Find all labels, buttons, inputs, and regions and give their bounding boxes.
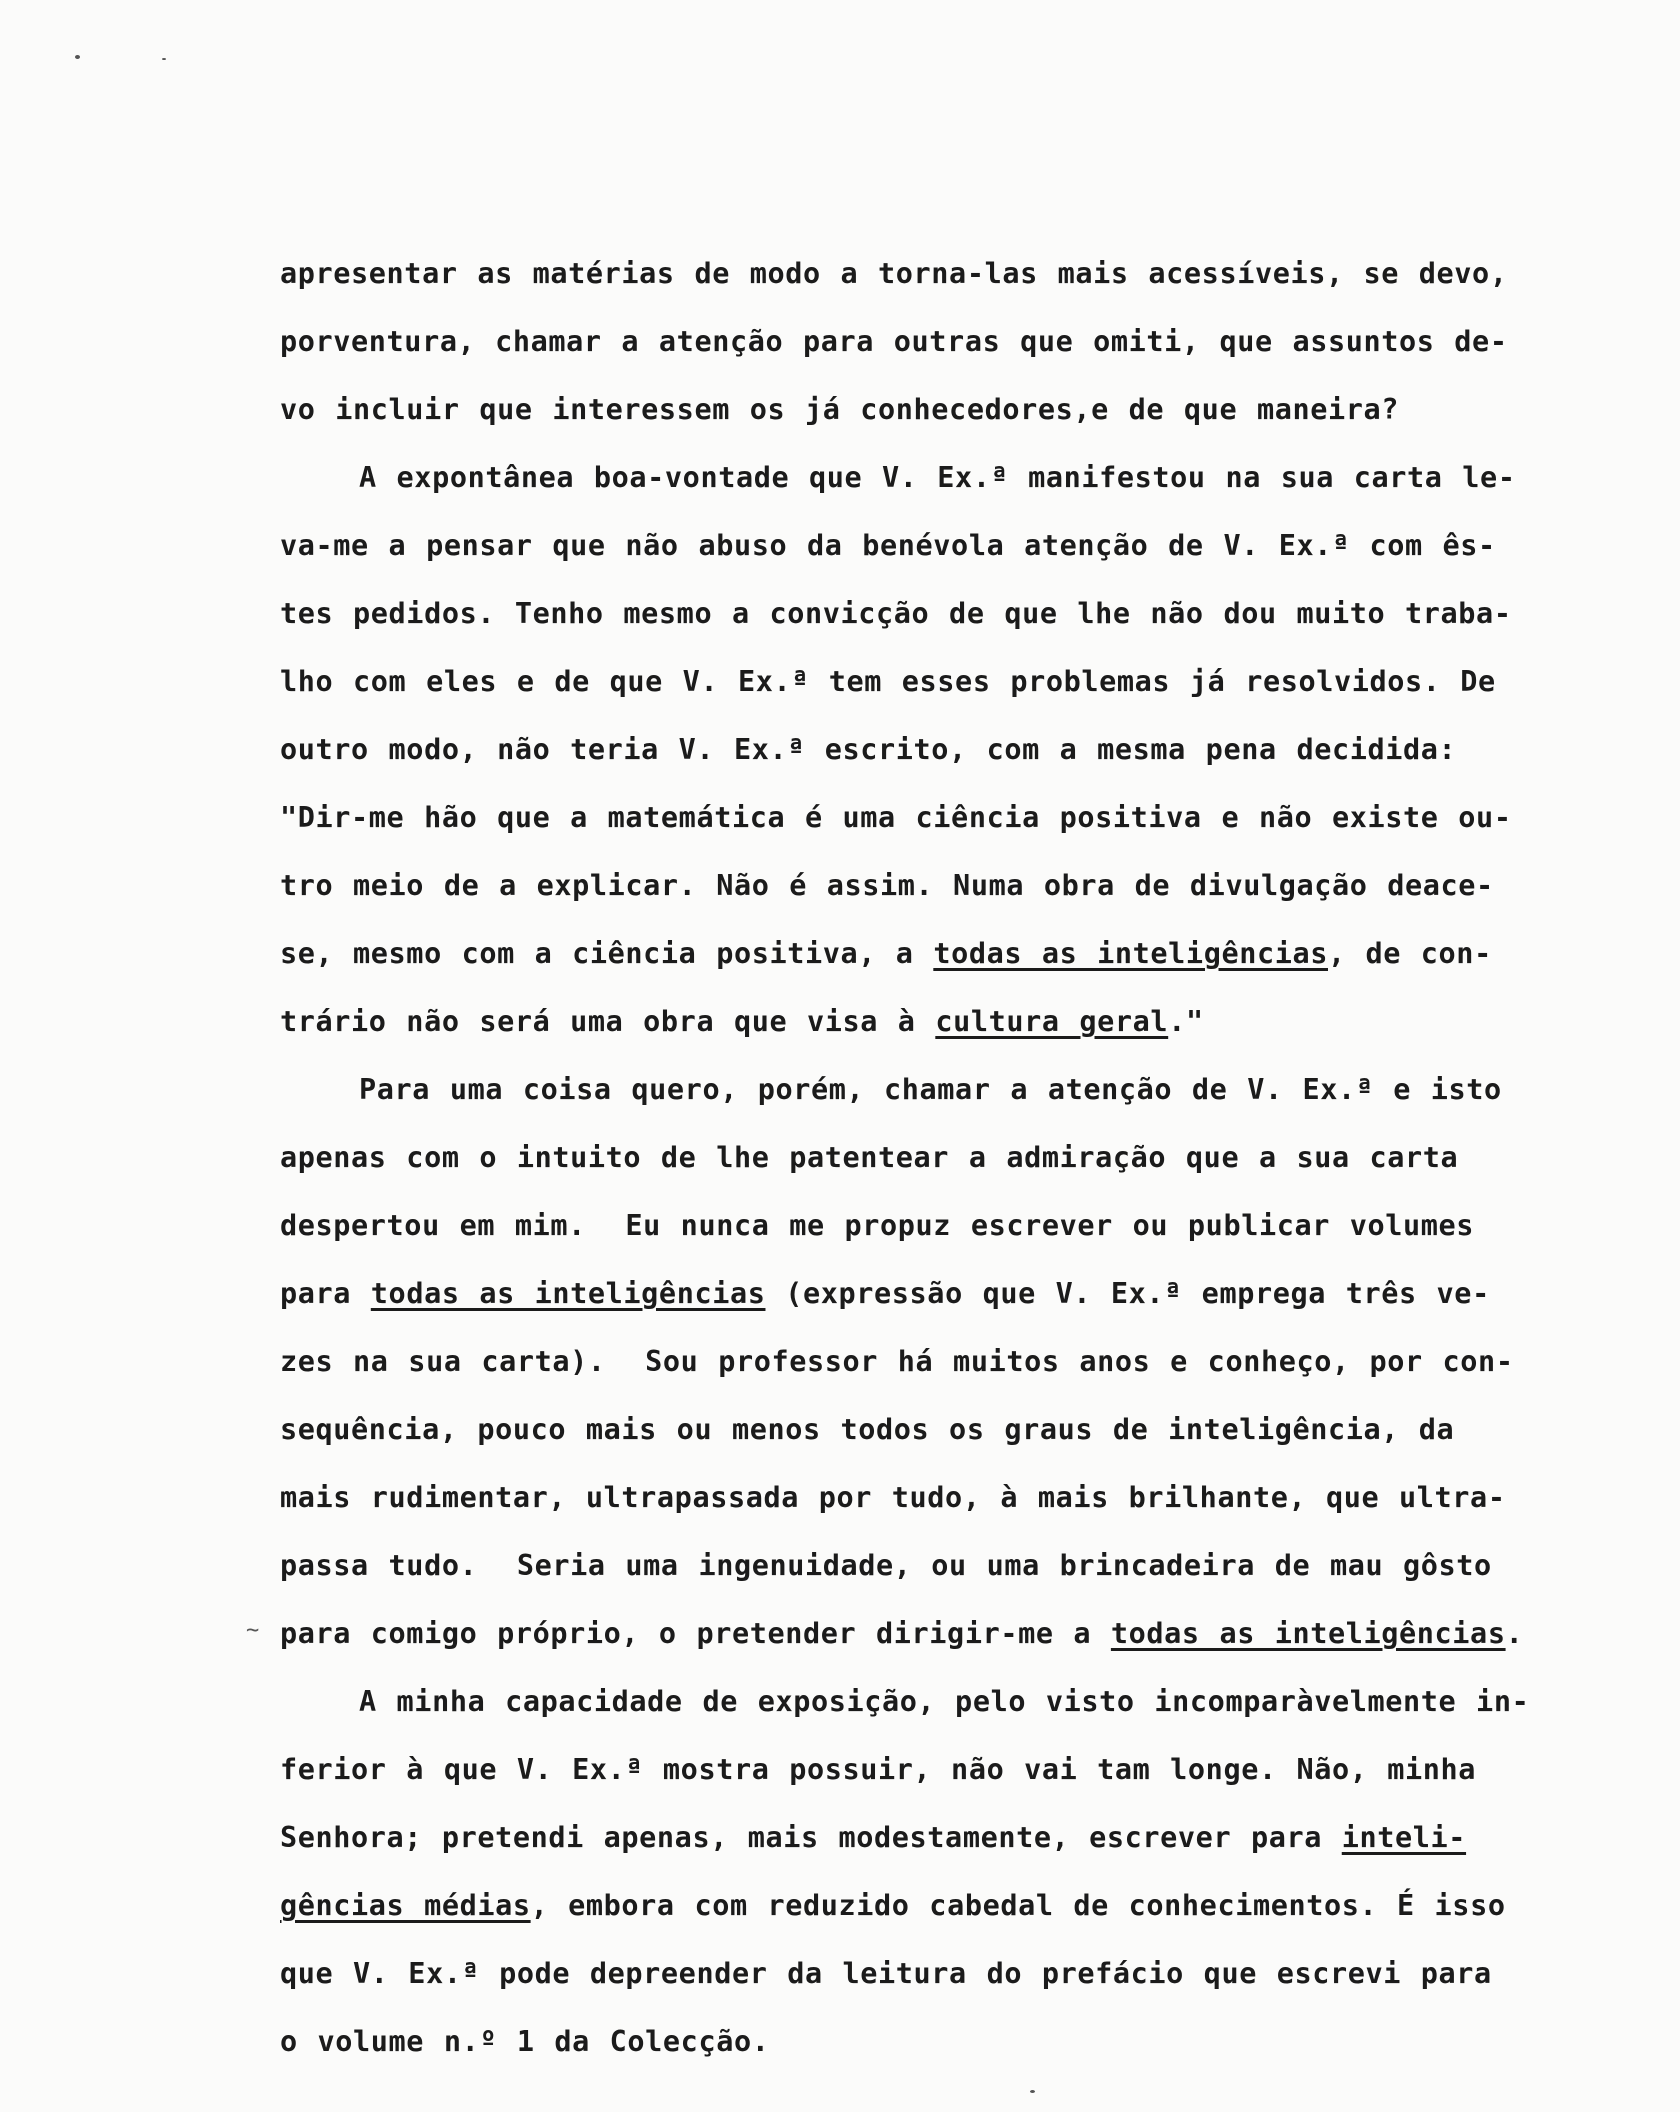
paper-speck <box>162 58 166 60</box>
text-segment: apresentar as matérias de modo a torna-las mais acessíveis, se devo, <box>280 257 1508 290</box>
text-line <box>280 648 1650 716</box>
text-line <box>280 1600 1650 1668</box>
text-line <box>280 1124 1650 1192</box>
text-line <box>280 308 1650 376</box>
text-segment: trário não será uma obra que visa à <box>280 1005 936 1038</box>
text-segment: para comigo próprio, o pretender dirigir-me a <box>280 1617 1111 1650</box>
underlined-text: todas as inteligências <box>933 937 1328 970</box>
text-segment: (expressão que V. Ex.ª emprega três ve- <box>765 1277 1490 1310</box>
text-line <box>280 920 1650 988</box>
text-segment: ." <box>1168 1005 1204 1038</box>
underlined-text: cultura geral <box>935 1005 1169 1038</box>
text-line <box>280 240 1650 308</box>
text-segment: sequência, pouco mais ou menos todos os graus de inteligência, da <box>280 1413 1455 1446</box>
text-line <box>280 988 1650 1056</box>
text-segment: se, mesmo com a ciência positiva, a <box>280 937 934 970</box>
text-line <box>280 1668 1650 1736</box>
text-segment: , de con- <box>1328 937 1492 970</box>
text-segment: o volume n.º 1 da Colecção. <box>280 2025 770 2058</box>
text-segment: A expontânea boa-vontade que V. Ex.ª manifestou na sua carta le- <box>280 461 1516 494</box>
margin-mark: ~ <box>246 1618 260 1643</box>
text-segment: , embora com reduzido cabedal de conhecimentos. É isso <box>530 1889 1506 1922</box>
text-line <box>280 2008 1650 2076</box>
text-segment: Senhora; pretendi apenas, mais modestamente, escrever para <box>280 1821 1342 1854</box>
text-line <box>280 1736 1650 1804</box>
text-segment: ferior à que V. Ex.ª mostra possuir, não vai tam longe. Não, minha <box>280 1753 1477 1786</box>
text-segment: que V. Ex.ª pode depreender da leitura do prefácio que escrevi para <box>280 1957 1492 1990</box>
text-segment: despertou em mim. Eu nunca me propuz escrever ou publicar volumes <box>280 1209 1475 1242</box>
text-line <box>280 1940 1650 2008</box>
text-segment: zes na sua carta). Sou professor há muitos anos e conheço, por con- <box>280 1345 1514 1378</box>
text-line <box>280 1464 1650 1532</box>
text-segment: mais rudimentar, ultrapassada por tudo, à mais brilhante, que ultra- <box>280 1481 1506 1514</box>
text-line <box>280 444 1650 512</box>
text-segment: para <box>280 1277 371 1310</box>
text-segment: lho com eles e de que V. Ex.ª tem esses problemas já resolvidos. De <box>280 665 1496 698</box>
text-line <box>280 1328 1650 1396</box>
text-segment: tro meio de a explicar. Não é assim. Numa obra de divulgação deace- <box>280 869 1494 902</box>
text-line <box>280 1532 1650 1600</box>
text-line <box>280 1396 1650 1464</box>
text-segment: apenas com o intuito de lhe patentear a admiração que a sua carta <box>280 1141 1459 1174</box>
text-segment: Para uma coisa quero, porém, chamar a atenção de V. Ex.ª e isto <box>280 1073 1502 1106</box>
text-line <box>280 376 1650 444</box>
text-line <box>280 716 1650 784</box>
underlined-text: todas as inteligências <box>370 1277 766 1310</box>
text-segment: vo incluir que interessem os já conhecedores,e de que maneira? <box>280 393 1400 426</box>
text-line <box>280 852 1650 920</box>
text-segment: . <box>1505 1617 1524 1650</box>
text-line <box>280 1872 1650 1940</box>
underlined-text: todas as inteligências <box>1110 1617 1506 1650</box>
letter-body <box>280 240 1650 2076</box>
text-line <box>280 784 1650 852</box>
paper-speck <box>1030 2090 1035 2093</box>
text-line <box>280 580 1650 648</box>
text-line <box>280 512 1650 580</box>
text-segment: outro modo, não teria V. Ex.ª escrito, com a mesma pena decidida: <box>280 733 1457 766</box>
underlined-text: inteli- <box>1341 1821 1467 1854</box>
text-segment: porventura, chamar a atenção para outras que omiti, que assuntos de- <box>280 325 1508 358</box>
paper-speck <box>75 55 80 59</box>
underlined-text: gências médias <box>280 1889 531 1922</box>
text-line <box>280 1804 1650 1872</box>
text-segment: "Dir-me hão que a matemática é uma ciência positiva e não existe ou- <box>280 801 1512 834</box>
text-line <box>280 1056 1650 1124</box>
text-segment: va-me a pensar que não abuso da benévola atenção de V. Ex.ª com ês- <box>280 529 1496 562</box>
text-line <box>280 1192 1650 1260</box>
text-line <box>280 1260 1650 1328</box>
text-segment: passa tudo. Seria uma ingenuidade, ou uma brincadeira de mau gôsto <box>280 1549 1492 1582</box>
text-segment: A minha capacidade de exposição, pelo visto incomparàvelmente in- <box>280 1685 1530 1718</box>
text-segment: tes pedidos. Tenho mesmo a convicção de que lhe não dou muito traba- <box>280 597 1512 630</box>
